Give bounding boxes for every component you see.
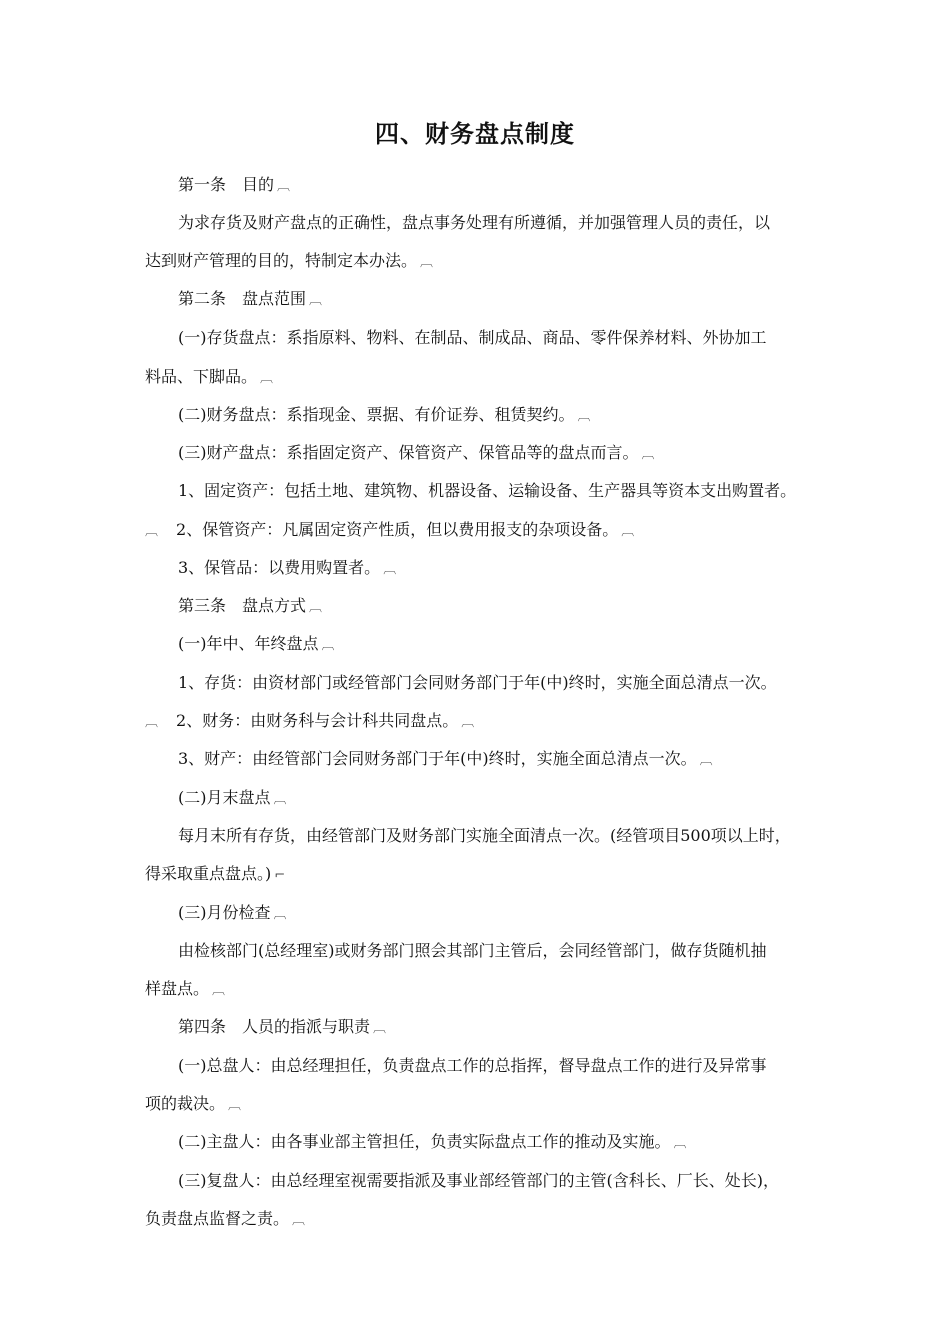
paragraph-line: (一)总盘人：由总经理担任，负责盘点工作的总指挥，督导盘点工作的进行及异常事 <box>178 1056 767 1075</box>
paragraph-mark: ︹ <box>260 371 274 386</box>
paragraph-line: 每月末所有存货，由经管部门及财务部门实施全面清点一次。(经管项目500项以上时， <box>178 826 791 845</box>
text: 得采取重点盘点。) <box>145 864 272 883</box>
text: 2、财务：由财务科与会计科共同盘点。 <box>176 711 459 730</box>
paragraph-line <box>178 442 655 466</box>
text: 料品、下脚品。 <box>145 367 258 386</box>
paragraph-mark: ︹ <box>309 293 323 308</box>
text: (二)财务盘点：系指现金、票据、有价证券、租赁契约。 <box>178 405 575 424</box>
paragraph-line <box>178 557 396 581</box>
text: 3、保管品：以费用购置者。 <box>178 558 381 577</box>
text: 样盘点。 <box>145 979 210 998</box>
paragraph-mark: ︹ <box>277 179 291 194</box>
article-heading <box>178 1016 386 1040</box>
paragraph-mark: ︹ <box>212 983 226 998</box>
paragraph-line <box>178 902 287 926</box>
paragraph-mark: ︹ <box>383 562 397 577</box>
paragraph-line: 由检核部门(总经理室)或财务部门照会其部门主管后，会同经管部门，做存货随机抽 <box>178 941 767 960</box>
document-title: 四、财务盘点制度 <box>375 120 575 148</box>
paragraph-line <box>145 250 433 274</box>
paragraph-line: 为求存货及财产盘点的正确性，盘点事务处理有所遵循，并加强管理人员的责任，以 <box>178 213 771 232</box>
text: 第一条 目的 <box>178 175 275 194</box>
line-break-mark: ⌐ <box>274 868 286 883</box>
text: (三)月份检查 <box>178 903 271 922</box>
text: 达到财产管理的目的，特制定本办法。 <box>145 251 418 270</box>
article-heading <box>178 174 290 198</box>
paragraph-line <box>145 710 474 734</box>
text: 负责盘点监督之责。 <box>145 1209 290 1228</box>
text: 第三条 盘点方式 <box>178 596 307 615</box>
paragraph-mark: ︹ <box>461 715 475 730</box>
paragraph-mark: ︹ <box>420 255 434 270</box>
paragraph-line <box>178 633 335 657</box>
paragraph-mark: ︹ <box>292 1213 306 1228</box>
paragraph-line <box>178 1131 687 1155</box>
paragraph-mark: ︹ <box>145 715 159 730</box>
text: (二)主盘人：由各事业部主管担任，负责实际盘点工作的推动及实施。 <box>178 1132 671 1151</box>
text: 第二条 盘点范围 <box>178 289 307 308</box>
paragraph-line: (三)复盘人：由总经理室视需要指派及事业部经管部门的主管(含科长、厂长、处长)， <box>178 1171 779 1190</box>
paragraph-mark: ︹ <box>321 638 335 653</box>
paragraph-mark: ︹ <box>373 1021 387 1036</box>
text: 第四条 人员的指派与职责 <box>178 1017 371 1036</box>
paragraph-mark: ︹ <box>273 792 287 807</box>
paragraph-mark: ︹ <box>673 1136 687 1151</box>
paragraph-line: (一)存货盘点：系指原料、物料、在制品、制成品、商品、零件保养材料、外协加工 <box>178 328 767 347</box>
text: (一)年中、年终盘点 <box>178 634 319 653</box>
article-heading <box>178 595 322 619</box>
paragraph-line <box>145 978 225 1002</box>
text: 项的裁决。 <box>145 1094 226 1113</box>
paragraph-line <box>145 1208 305 1232</box>
paragraph-mark: ︹ <box>145 524 159 539</box>
text: (三)财产盘点：系指固定资产、保管资产、保管品等的盘点而言。 <box>178 443 639 462</box>
paragraph-mark: ︹ <box>699 753 713 768</box>
text: 3、财产：由经管部门会同财务部门于年(中)终时，实施全面总清点一次。 <box>178 749 697 768</box>
paragraph-line <box>145 1093 241 1117</box>
paragraph-line: 1、存货：由资材部门或经管部门会同财务部门于年(中)终时，实施全面总清点一次。 <box>178 673 777 692</box>
paragraph-mark: ︹ <box>273 907 287 922</box>
paragraph-line <box>178 787 287 811</box>
paragraph-line <box>178 404 591 428</box>
paragraph-line: 1、固定资产：包括土地、建筑物、机器设备、运输设备、生产器具等资本支出购置者。 <box>178 481 797 500</box>
paragraph-line <box>145 519 634 543</box>
paragraph-mark: ︹ <box>641 447 655 462</box>
paragraph-mark: ︹ <box>309 600 323 615</box>
paragraph-mark: ︹ <box>621 524 635 539</box>
paragraph-line <box>178 748 713 772</box>
paragraph-line <box>145 863 285 887</box>
paragraph-line <box>145 366 273 390</box>
text: (二)月末盘点 <box>178 788 271 807</box>
article-heading <box>178 288 322 312</box>
paragraph-mark: ︹ <box>577 409 591 424</box>
paragraph-mark: ︹ <box>228 1098 242 1113</box>
text: 2、保管资产：凡属固定资产性质，但以费用报支的杂项设备。 <box>176 520 619 539</box>
